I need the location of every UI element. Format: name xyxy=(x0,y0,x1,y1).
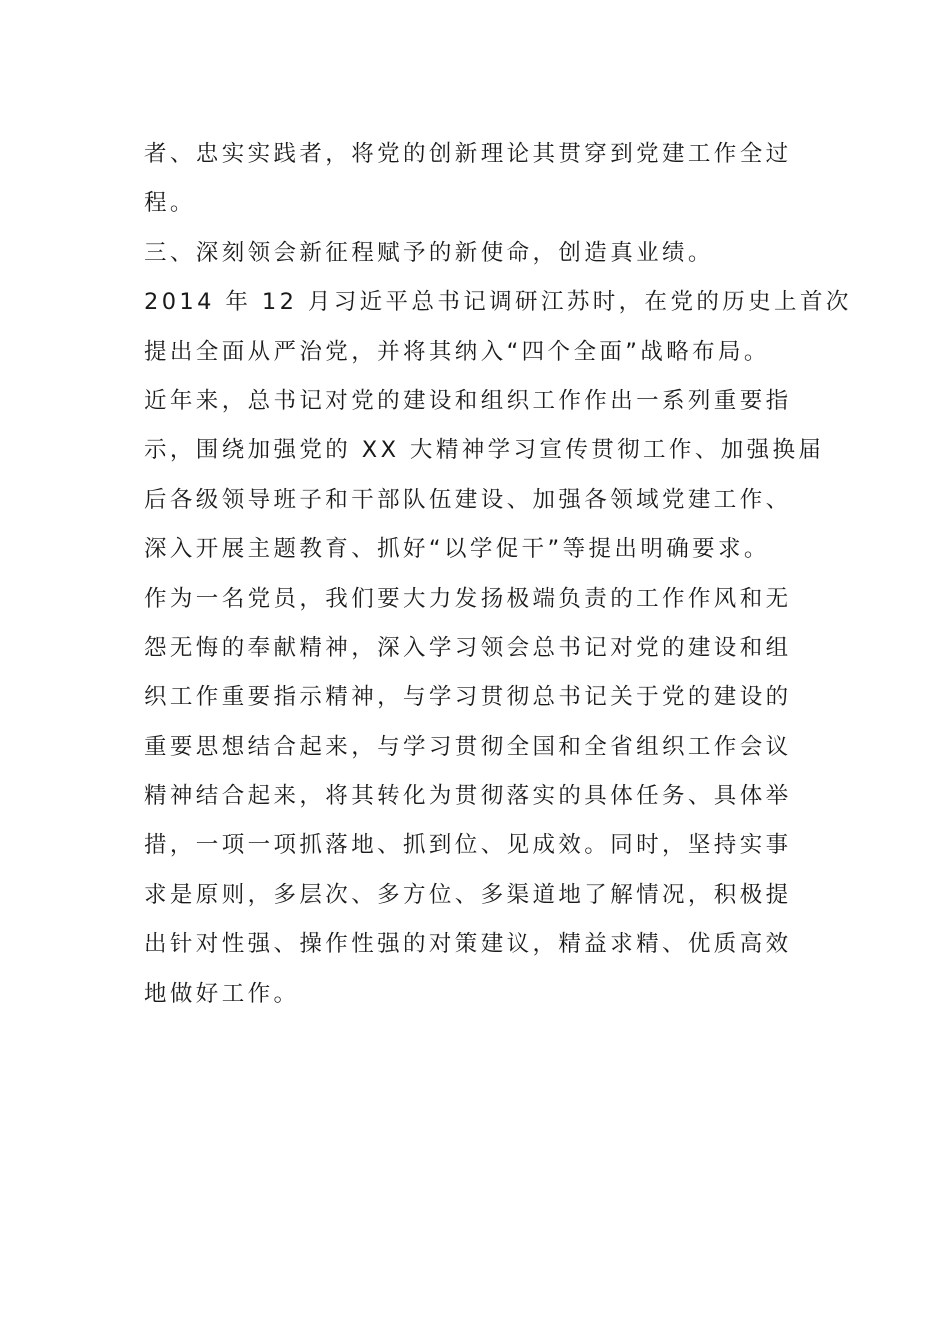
text-line: 近年来，总书记对党的建设和组织工作作出一系列重要指 xyxy=(144,387,792,414)
text-line: 精神结合起来，将其转化为贯彻落实的具体任务、具体举 xyxy=(144,783,792,810)
text-line: 提出全面从严治党，并将其纳入“四个全面”战略布局。 xyxy=(144,338,770,365)
text-line: 示，围绕加强党的 XX 大精神学习宣传贯彻工作、加强换届 xyxy=(144,437,825,464)
text-line: 怨无悔的奉献精神，深入学习领会总书记对党的建设和组 xyxy=(144,634,792,661)
section-heading: 三、深刻领会新征程赋予的新使命，创造真业绩。 xyxy=(144,239,714,266)
document-body xyxy=(144,130,852,1019)
text-line: 2014 年 12 月习近平总书记调研江苏时，在党的历史上首次 xyxy=(144,289,852,316)
text-line: 作为一名党员，我们要大力发扬极端负责的工作作风和无 xyxy=(144,585,792,612)
text-line: 措，一项一项抓落地、抓到位、见成效。同时，坚持实事 xyxy=(144,832,792,859)
text-line: 织工作重要指示精神，与学习贯彻总书记关于党的建设的 xyxy=(144,684,792,711)
text-line: 程。 xyxy=(144,190,196,217)
text-line: 出针对性强、操作性强的对策建议，精益求精、优质高效 xyxy=(144,931,792,958)
text-line: 深入开展主题教育、抓好“以学促干”等提出明确要求。 xyxy=(144,536,770,563)
text-line: 后各级领导班子和干部队伍建设、加强各领域党建工作、 xyxy=(144,486,792,513)
text-line: 地做好工作。 xyxy=(144,980,300,1007)
text-line: 重要思想结合起来，与学习贯彻全国和全省组织工作会议 xyxy=(144,733,792,760)
text-line: 求是原则，多层次、多方位、多渠道地了解情况，积极提 xyxy=(144,881,792,908)
text-line: 者、忠实实践者，将党的创新理论其贯穿到党建工作全过 xyxy=(144,141,792,167)
